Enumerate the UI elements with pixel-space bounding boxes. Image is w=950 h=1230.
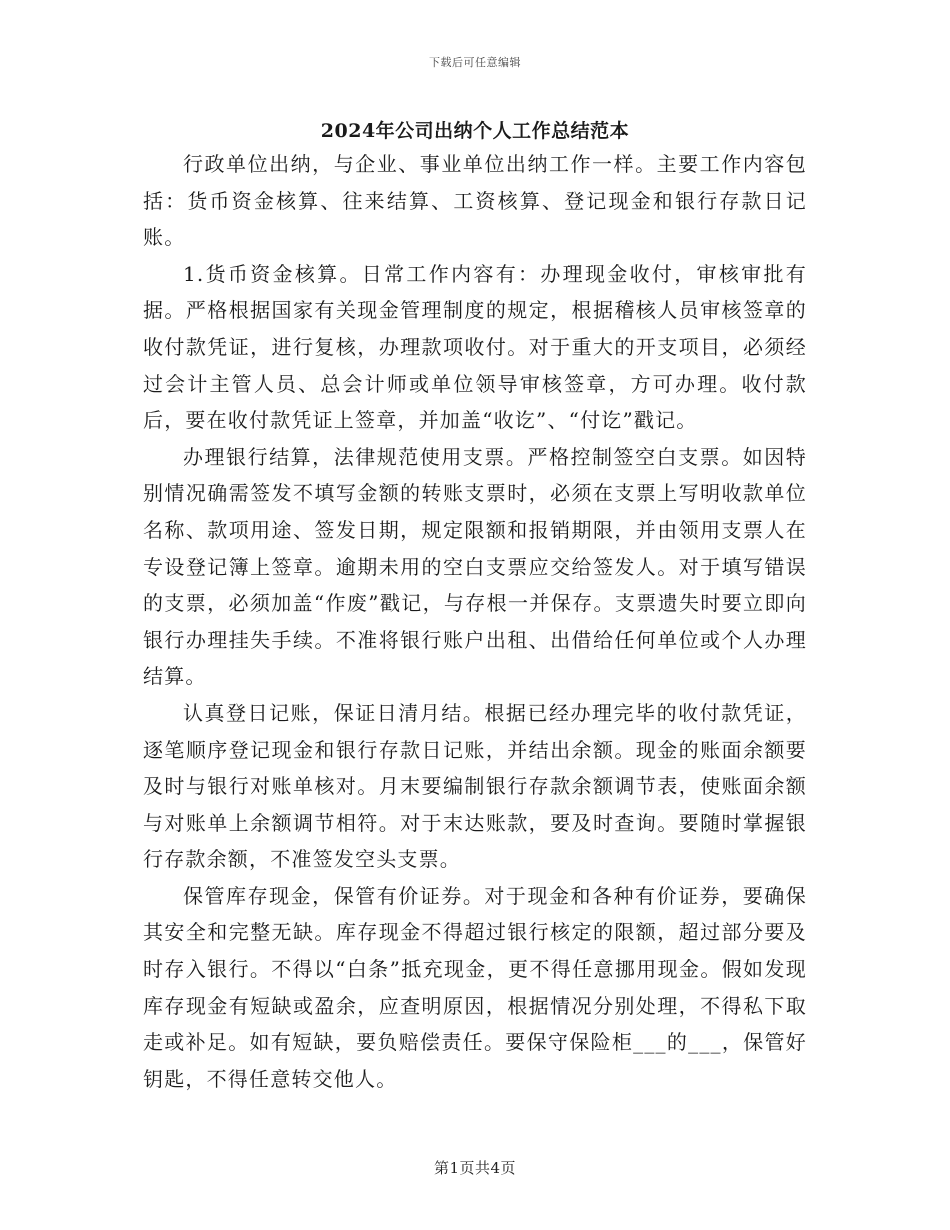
document-title: 2024年公司出纳个人工作总结范本	[320, 120, 630, 142]
paragraph-cash-accounting: 1.货币资金核算。日常工作内容有：办理现金收付，审核审批有据。严格根据国家有关现金管理制度的规定，根据稽核人员审核签章的收付款凭证，进行复核，办理款项收付。对于重大的开支项目，必须经过会计主管人员、总会计师或单位领导审核签章，方可办理。收付款后，要在收付款凭证上签章，并加盖“收讫”、“付讫”戳记。	[143, 261, 807, 433]
page-number: 第1页共4页	[433, 1159, 517, 1177]
paragraph-cash-custody: 保管库存现金，保管有价证券。对于现金和各种有价证券，要确保其安全和完整无缺。库存现金不得超过银行核定的限额，超过部分要及时存入银行。不得以“白条”抵充现金，更不得任意挪用现金。假如发现库存现金有短缺或盈余，应查明原因，根据情况分别处理，不得私下取走或补足。如有短缺，要负赔偿责任。要保守保险柜___的___，保管好钥匙，不得任意转交他人。	[143, 883, 807, 1091]
paragraph-daily-journal: 认真登日记账，保证日清月结。根据已经办理完毕的收付款凭证，逐笔顺序登记现金和银行存款日记账，并结出余额。现金的账面余额要及时与银行对账单核对。月末要编制银行存款余额调节表，使账面余额与对账单上余额调节相符。对于末达账款，要及时查询。要随时掌握银行存款余额，不准签发空头支票。	[143, 700, 807, 872]
header-note: 下载后可任意编辑	[429, 56, 521, 69]
document-body	[143, 146, 807, 1097]
paragraph-intro: 行政单位出纳，与企业、事业单位出纳工作一样。主要工作内容包括：货币资金核算、往来结算、工资核算、登记现金和银行存款日记账。	[143, 152, 807, 250]
paragraph-bank-settlement: 办理银行结算，法律规范使用支票。严格控制签空白支票。如因特别情况确需签发不填写金额的转账支票时，必须在支票上写明收款单位名称、款项用途、签发日期，规定限额和报销期限，并由领用支票人在专设登记簿上签章。逾期未用的空白支票应交给签发人。对于填写错误的支票，必须加盖“作废”戳记，与存根一并保存。支票遗失时要立即向银行办理挂失手续。不准将银行账户出租、出借给任何单位或个人办理结算。	[143, 444, 807, 689]
